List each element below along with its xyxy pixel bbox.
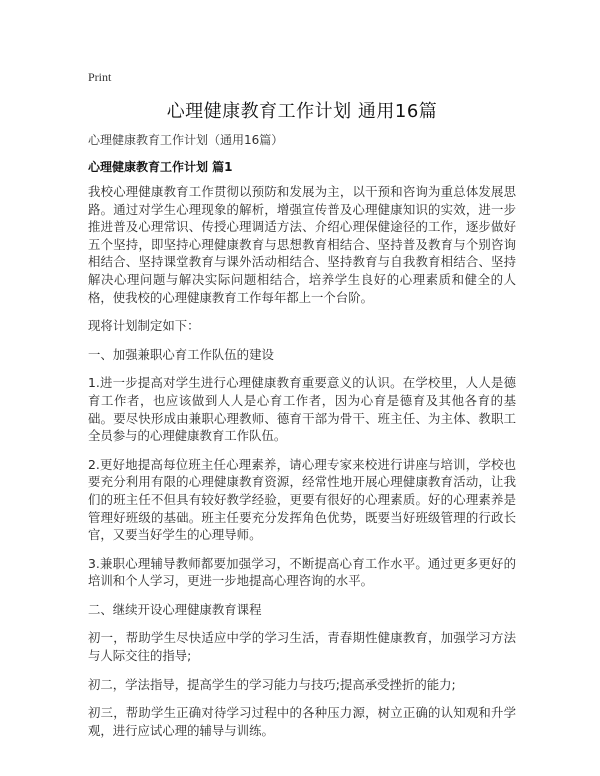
paragraph-item-1: 1.进一步提高对学生进行心理健康教育重要意义的认识。在学校里，人人是德育工作者，也应该做到人人是心育工作者，因为心育是德育及其他各育的基础。要尽快形成由兼职心理教师、德育干部为骨干、班主任、为主体、教职工全员参与的心理健康教育工作队伍。 <box>88 375 516 444</box>
document-subtitle: 心理健康教育工作计划（通用16篇） <box>88 133 284 147</box>
paragraph-grade-3: 初三，帮助学生正确对待学习过程中的各种压力源，树立正确的认知观和升学观，进行应试心理的辅导与训练。 <box>88 705 516 738</box>
subheading-courses: 二、继续开设心理健康教育课程 <box>88 601 262 617</box>
paragraph-grade-1: 初一，帮助学生尽快适应中学的学习生活，青春期性健康教育，加强学习方法与人际交往的指导; <box>88 630 516 664</box>
paragraph-grade-2: 初二，学法指导，提高学生的学习能力与技巧;提高承受挫折的能力; <box>88 676 456 692</box>
print-label[interactable]: Print <box>88 70 112 84</box>
document-title: 心理健康教育工作计划 通用16篇 <box>166 101 438 122</box>
paragraph-plan-lead: 现将计划制定如下： <box>88 318 200 334</box>
subheading-team-building: 一、加强兼职心育工作队伍的建设 <box>88 346 274 362</box>
paragraph-item-3: 3.兼职心理辅导教师都要加强学习，不断提高心育工作水平。通过更多更好的培训和个人学习，更进一步地提高心理咨询的水平。 <box>88 555 516 589</box>
paragraph-item-2: 2.更好地提高每位班主任心理素养，请心理专家来校进行讲座与培训，学校也要充分利用有限的心理健康教育资源，经常性地开展心理健康教育活动，让我们的班主任不但具有较好教学经验，更要有很好的心理素质。好的心理素养是管理好班级的基础。班主任要充分发挥角色优势，既要当好班级管理的行政长官，又要当好学生的心理导师。 <box>88 456 516 543</box>
paragraph-intro: 我校心理健康教育工作贯彻以预防和发展为主，以干预和咨询为重总体发展思路。通过对学生心理现象的解析，增强宣传普及心理健康知识的实效，进一步推进普及心理常识、传授心理调适方法、介绍心理保健途径的工作，逐步做好五个坚持，即坚持心理健康教育与思想教育相结合、坚持普及教育与个别咨询相结合、坚持课堂教育与课外活动相结合、坚持教育与自我教育相结合、坚持解决心理问题与解决实际问题相结合，培养学生良好的心理素质和健全的人格，使我校的心理健康教育工作每年都上一个台阶。 <box>88 184 516 305</box>
document-body <box>88 183 516 750</box>
section-heading: 心理健康教育工作计划 篇1 <box>88 160 233 174</box>
